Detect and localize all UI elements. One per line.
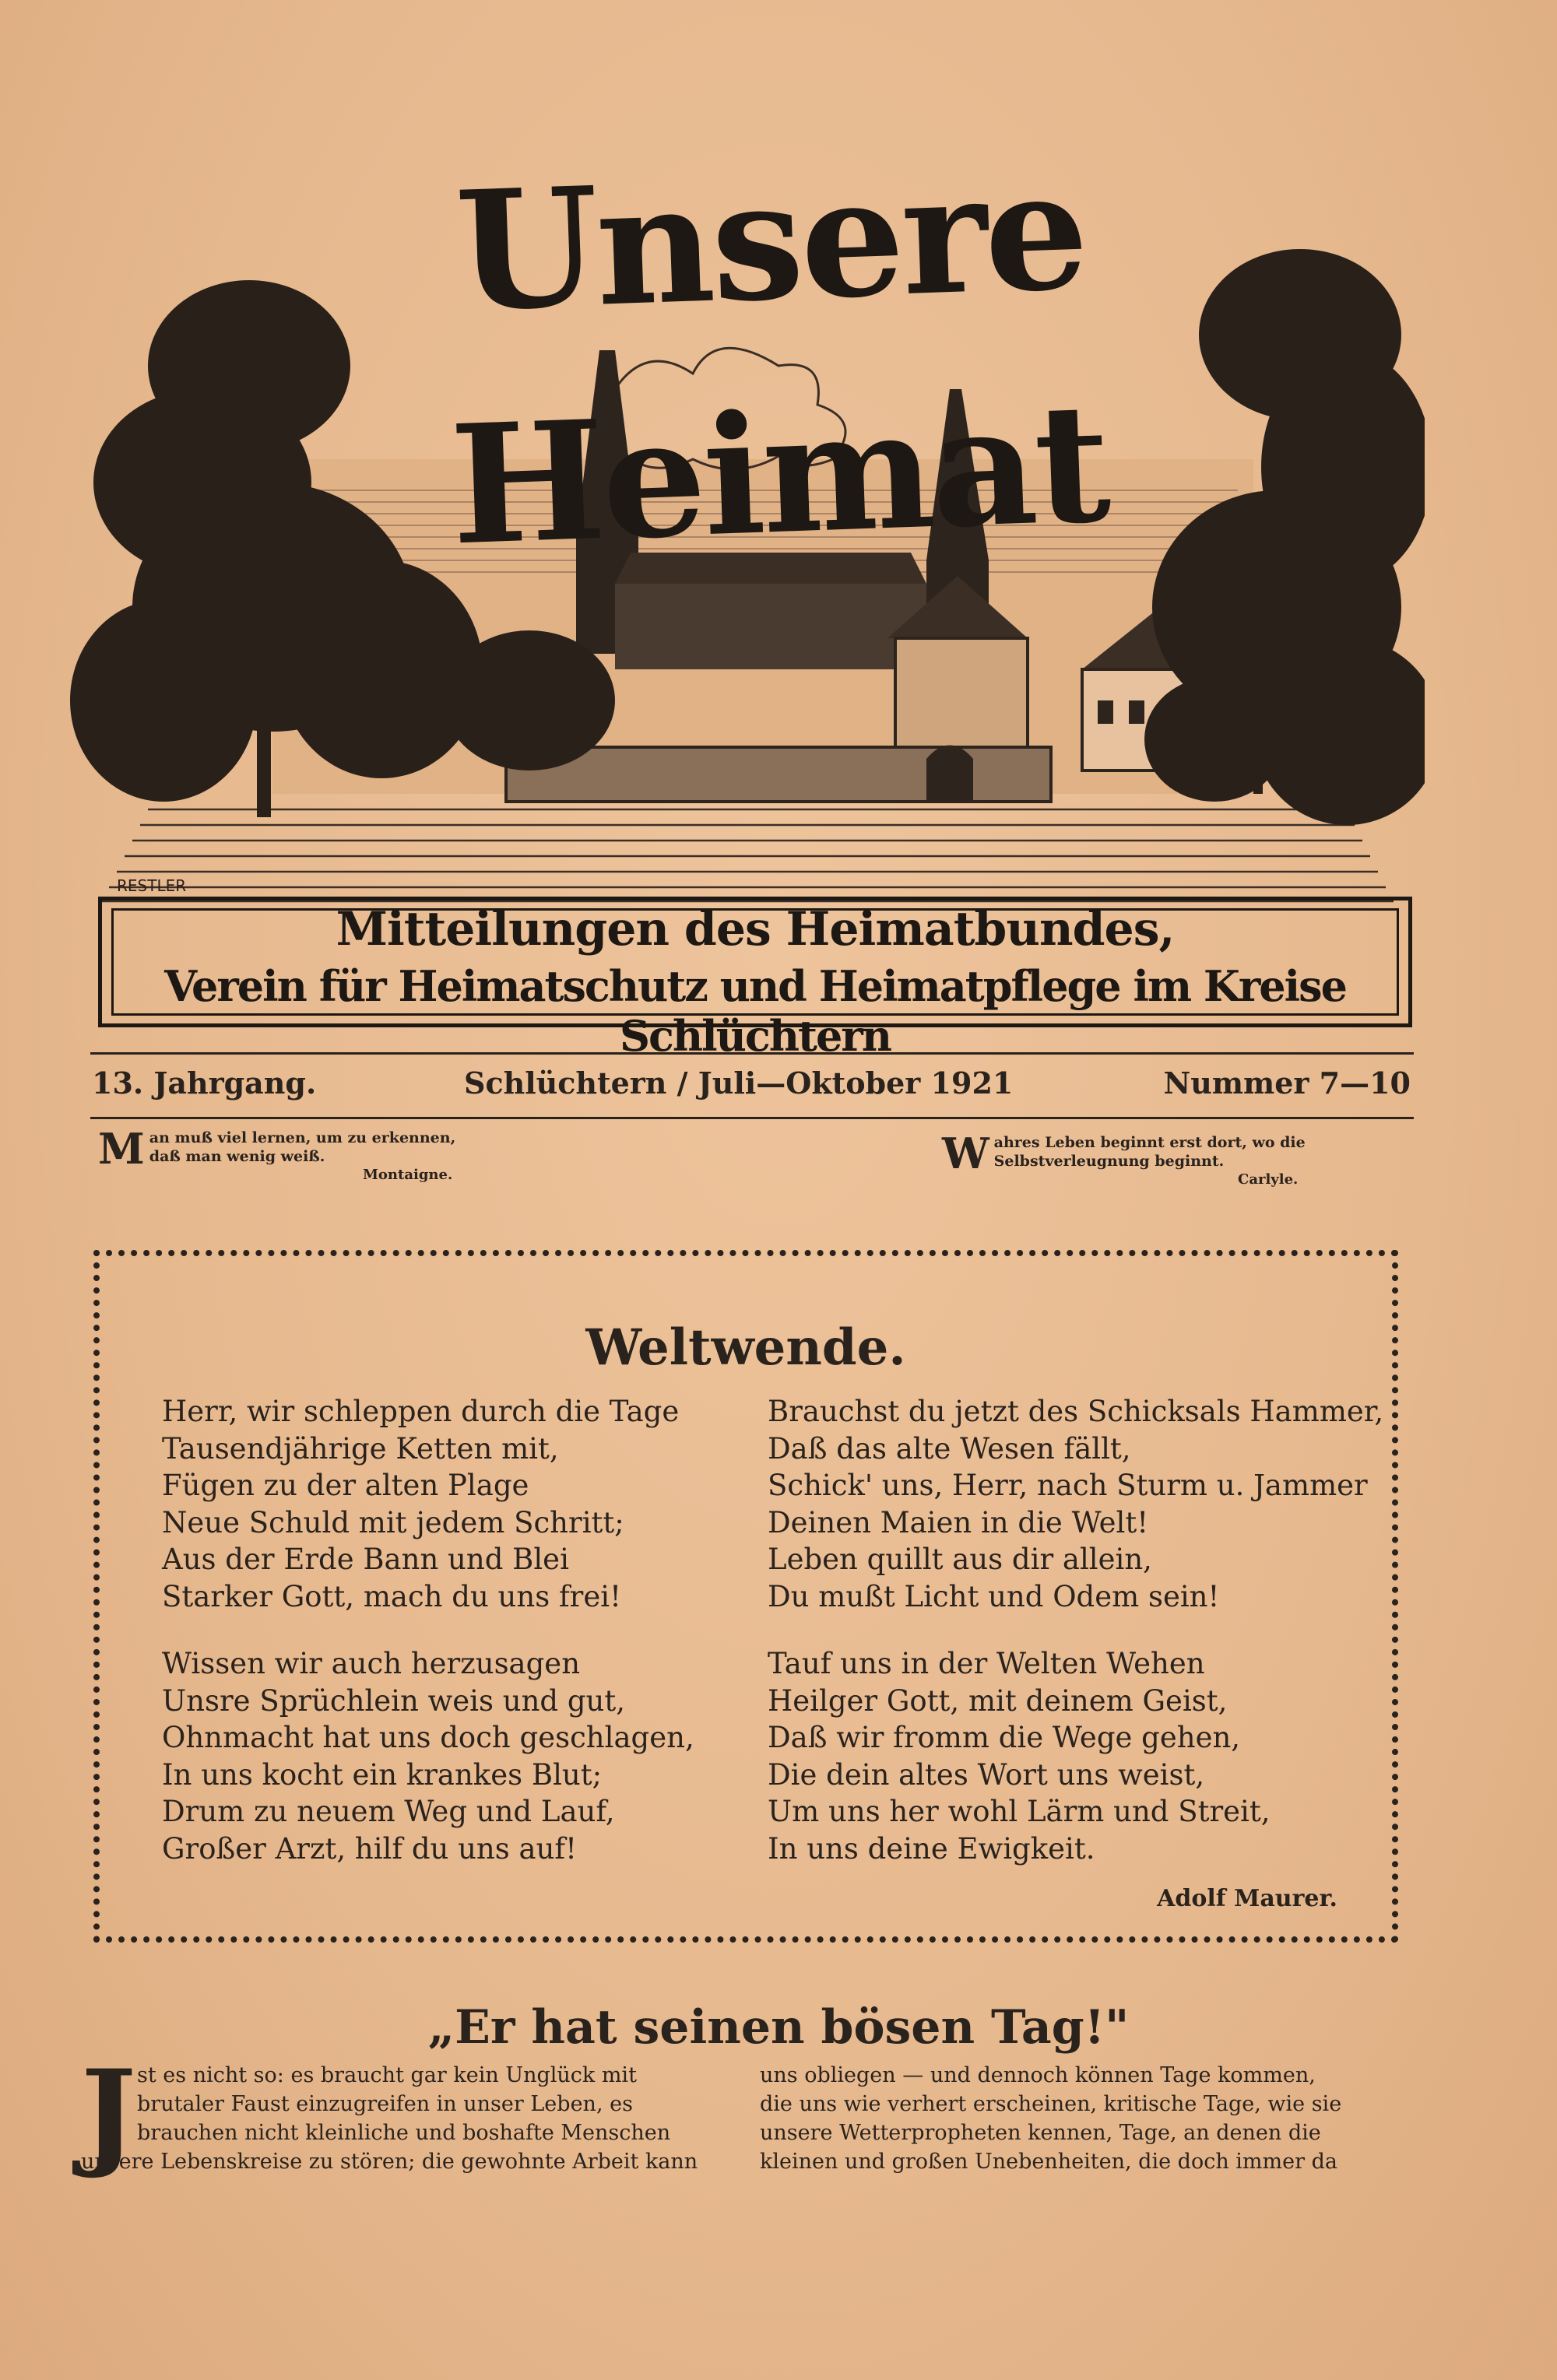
poem-line: Daß wir fromm die Wege gehen,	[768, 1721, 1241, 1754]
gate-arch	[926, 746, 973, 802]
quote-right	[942, 1129, 1347, 1189]
poem-line: Brauchst du jetzt des Schicksals Hammer,	[768, 1395, 1384, 1428]
poem-line: Großer Arzt, hilf du uns auf!	[162, 1831, 577, 1866]
poem-line: In uns kocht ein krankes Blut;	[162, 1757, 603, 1792]
subtitle-line-2: Verein für Heimatschutz und Heimatpflege im Kreise Schlüchtern	[164, 961, 1346, 1061]
poem-stanza-2	[768, 1393, 1383, 1615]
poem-author: Adolf Maurer.	[1157, 1885, 1337, 1912]
article-line: kleinen und großen Unebenheiten, die doch immer da	[760, 2150, 1337, 2174]
poem-line: Um uns her wohl Lärm und Streit,	[768, 1795, 1271, 1828]
subtitle-line-1: Mitteilungen des Heimatbundes,	[336, 902, 1175, 957]
article-column-right	[760, 2061, 1398, 2176]
poem-stanza-1	[162, 1393, 679, 1615]
quote-left-author: Montaigne.	[363, 1167, 453, 1183]
quote-right-line-1: ahres Leben beginnt erst dort, wo die	[993, 1134, 1306, 1151]
quote-right-author: Carlyle.	[1238, 1171, 1299, 1188]
quote-left-dropcap: M	[98, 1124, 145, 1174]
poem-line: Wissen wir auch herzusagen	[162, 1647, 581, 1680]
quote-left	[98, 1124, 534, 1185]
poem-line: Tausendjährige Ketten mit,	[162, 1431, 559, 1466]
article-column-left	[81, 2061, 718, 2176]
issue-info-bar	[90, 1052, 1414, 1119]
issue-year: 13. Jahrgang.	[92, 1065, 317, 1100]
poem-line: Unsre Sprüchlein weis und gut,	[162, 1683, 625, 1718]
poem-line: Schick' uns, Herr, nach Sturm u. Jammer	[768, 1469, 1368, 1502]
article-line: unsere Wetterpropheten kennen, Tage, an denen die	[760, 2121, 1321, 2145]
poem-stanza-4	[768, 1645, 1271, 1867]
issue-place-date: Schlüchtern / Juli—Oktober 1921	[464, 1065, 1014, 1100]
poem-title: Weltwende.	[585, 1318, 906, 1377]
poem-line: Fügen zu der alten Plage	[162, 1469, 529, 1502]
poem-box	[93, 1250, 1398, 1943]
article-title: „Er hat seinen bösen Tag!"	[427, 2000, 1130, 2055]
poem-line: Neue Schuld mit jedem Schritt;	[162, 1505, 624, 1539]
masthead-title: Unsere Heimat	[447, 133, 1111, 582]
poem-line: Tauf uns in der Welten Wehen	[768, 1647, 1205, 1680]
article-line: uns obliegen — und dennoch können Tage kommen,	[760, 2063, 1316, 2087]
artist-signature: RESTLER	[117, 876, 187, 895]
article-dropcap: J	[81, 2045, 136, 2182]
poem-line: Drum zu neuem Weg und Lauf,	[162, 1795, 615, 1828]
poem-line: Deinen Maien in die Welt!	[768, 1505, 1149, 1539]
poem-line: In uns deine Ewigkeit.	[768, 1831, 1095, 1866]
article-line: die uns wie verhert erscheinen, kritische Tage, wie sie	[760, 2092, 1342, 2116]
poem-line: Aus der Erde Bann und Blei	[162, 1543, 569, 1576]
quote-right-line-2: Selbstverleugnung beginnt.	[993, 1153, 1225, 1170]
poem-line: Heilger Gott, mit deinem Geist,	[768, 1683, 1228, 1718]
article-line: st es nicht so: es braucht gar kein Unglück mit	[137, 2063, 637, 2087]
poem-line: Daß das alte Wesen fällt,	[768, 1431, 1131, 1466]
poem-line: Herr, wir schleppen durch die Tage	[162, 1395, 680, 1428]
poem-line: Ohnmacht hat uns doch geschlagen,	[162, 1721, 694, 1754]
poem-line: Die dein altes Wort uns weist,	[768, 1757, 1205, 1792]
ground-hatching	[101, 809, 1394, 901]
article-line: brutaler Faust einzugreifen in unser Leben, es	[137, 2092, 633, 2116]
quote-left-line-1: an muß viel lernen, um zu erkennen,	[149, 1129, 456, 1146]
subtitle-band	[98, 897, 1412, 1061]
poem-line: Du mußt Licht und Odem sein!	[768, 1579, 1220, 1613]
poem-line: Starker Gott, mach du uns frei!	[162, 1579, 621, 1613]
issue-number: Nummer 7—10	[1163, 1065, 1411, 1100]
poem-stanza-3	[162, 1645, 694, 1867]
quote-right-dropcap: W	[942, 1129, 989, 1178]
quote-left-line-2: daß man wenig weiß.	[149, 1148, 325, 1165]
article-line: brauchen nicht kleinliche und boshafte Menschen	[137, 2121, 671, 2145]
poem-line: Leben quillt aus dir allein,	[768, 1543, 1152, 1576]
article-line: unsere Lebenskreise zu stören; die gewohnte Arbeit kann	[81, 2150, 698, 2174]
